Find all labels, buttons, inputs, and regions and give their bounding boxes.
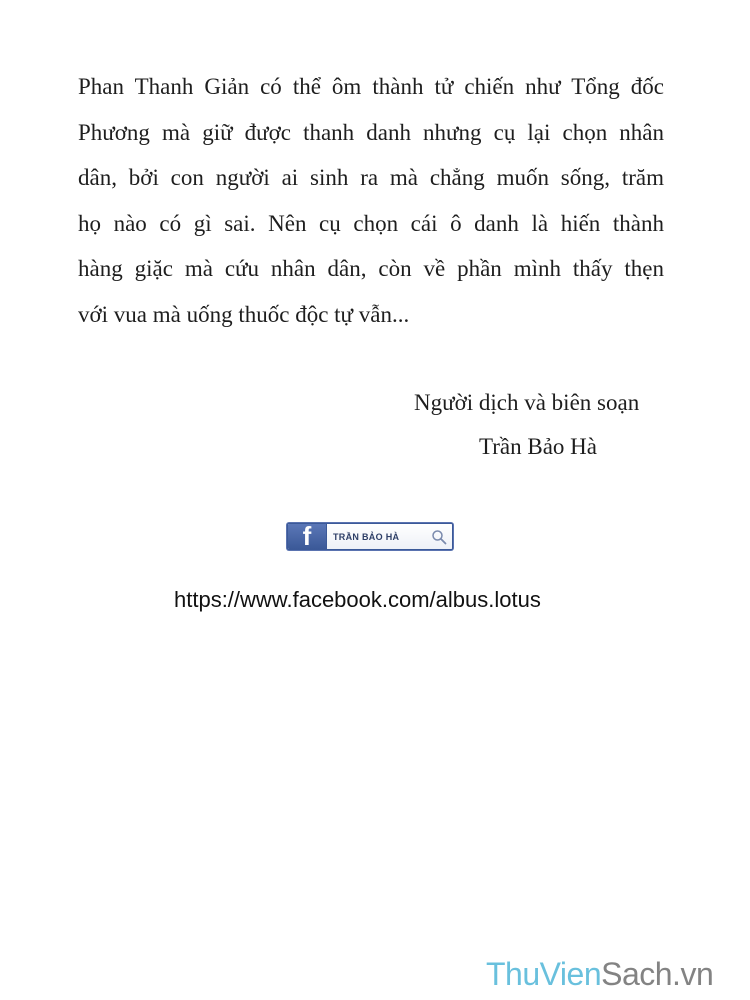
body-line: Phương mà giữ được thanh danh nhưng cụ lại chọn nhân [78, 119, 664, 145]
body-paragraph [78, 64, 664, 338]
body-line: với vua mà uống thuốc độc tự vẫn... [78, 301, 410, 327]
body-line: dân, bởi con người ai sinh ra mà chẳng muốn sống, trăm [78, 165, 664, 191]
body-line: Phan Thanh Giản có thể ôm thành tử chiến như Tổng đốc [78, 74, 664, 99]
facebook-logo-letter: f [302, 524, 312, 549]
translator-role: Người dịch và biên soạn [414, 390, 640, 415]
watermark-part-1: ThuVien [486, 956, 602, 992]
facebook-badge[interactable] [287, 523, 453, 550]
site-watermark [486, 954, 713, 994]
translator-name: Trần Bảo Hà [479, 434, 597, 459]
search-icon [431, 529, 447, 545]
facebook-url-link[interactable]: https://www.facebook.com/albus.lotus [174, 587, 541, 612]
facebook-search-box [326, 524, 452, 549]
watermark-part-2: Sach.vn [601, 956, 714, 992]
body-line: họ nào có gì sai. Nên cụ chọn cái ô danh là hiến thành [78, 210, 664, 236]
body-line: hàng giặc mà cứu nhân dân, còn về phần mình thấy thẹn [78, 256, 664, 282]
facebook-logo-icon [288, 524, 326, 549]
facebook-badge-text: TRẦN BẢO HÀ [333, 531, 400, 542]
